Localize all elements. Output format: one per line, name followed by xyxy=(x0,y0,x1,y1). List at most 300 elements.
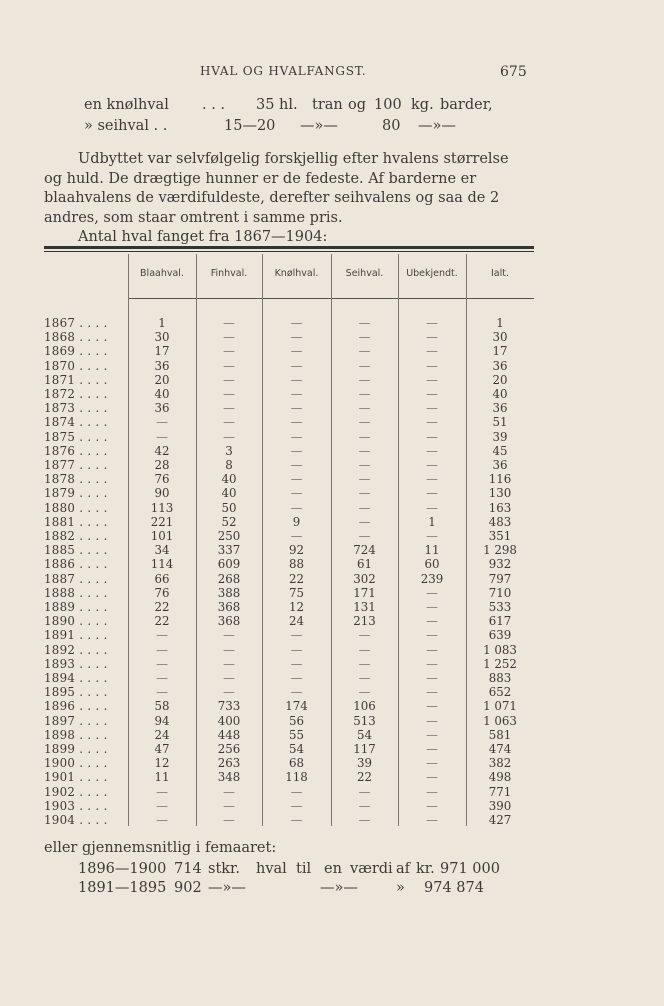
cell-seihval: — xyxy=(358,784,371,799)
cell-ialt: 483 xyxy=(488,514,512,529)
cell-ubekjendt: — xyxy=(426,585,438,600)
cell-ialt: 36 xyxy=(492,401,508,416)
cell-seihval: 213 xyxy=(353,614,376,629)
cell-blaahval: — xyxy=(156,429,168,444)
cell-ialt: 1 xyxy=(496,316,504,330)
cell-ubekjendt: — xyxy=(426,486,438,501)
table-row xyxy=(44,543,534,557)
running-title: HVAL OG HVALFANGST. xyxy=(200,64,367,78)
cell-finhval: — xyxy=(223,642,235,657)
cell-ialt: 932 xyxy=(488,557,512,572)
cell-finhval: 268 xyxy=(217,571,241,586)
cell-finhval: — xyxy=(223,401,235,416)
cell-ialt: 474 xyxy=(488,742,512,756)
cell-finhval: 3 xyxy=(225,443,233,458)
cell-seihval: 724 xyxy=(353,543,376,558)
cell-seihval: — xyxy=(358,344,371,359)
year-cell: 1899 . . . . xyxy=(44,742,108,756)
cell-knolhval: — xyxy=(290,458,303,472)
cell-ubekjendt: — xyxy=(426,770,438,785)
year-cell: 1889 . . . . xyxy=(44,600,108,614)
cell-blaahval: 90 xyxy=(154,486,170,501)
cell-knolhval: — xyxy=(290,387,303,401)
cell-knolhval: 9 xyxy=(292,514,301,529)
column-header-seihval: Seihval. xyxy=(345,268,384,279)
cell-blaahval: 114 xyxy=(150,557,174,572)
cell-ubekjendt: — xyxy=(426,415,438,430)
year-cell: 1877 . . . . xyxy=(44,458,108,472)
year-cell: 1869 . . . . xyxy=(44,344,108,359)
cell-seihval: 302 xyxy=(353,571,376,586)
footer-text: 902 xyxy=(174,880,202,896)
cell-knolhval: — xyxy=(290,656,303,671)
footer-text: værdi xyxy=(350,861,393,877)
cell-ubekjendt: — xyxy=(426,656,438,671)
cell-blaahval: 94 xyxy=(154,713,170,728)
price-text: » seihval . . xyxy=(84,118,168,134)
table-row xyxy=(44,572,534,586)
cell-finhval: — xyxy=(223,415,235,430)
cell-ubekjendt: — xyxy=(426,784,438,799)
cell-ubekjendt: — xyxy=(426,443,438,458)
footer-text: en xyxy=(324,861,342,877)
table-row xyxy=(44,614,534,628)
cell-seihval: — xyxy=(358,656,371,671)
cell-knolhval: — xyxy=(290,500,303,515)
cell-seihval: — xyxy=(358,486,371,501)
cell-seihval: — xyxy=(358,443,371,458)
cell-blaahval: 36 xyxy=(154,358,170,373)
cell-finhval: 368 xyxy=(217,600,241,614)
year-cell: 1891 . . . . xyxy=(44,628,108,643)
cell-knolhval: — xyxy=(290,330,303,345)
cell-knolhval: — xyxy=(290,358,303,373)
cell-ubekjendt: — xyxy=(426,742,438,756)
table-row xyxy=(44,671,534,685)
table-row xyxy=(44,458,534,472)
cell-ialt: 382 xyxy=(488,756,512,771)
table-row xyxy=(44,600,534,614)
cell-ubekjendt: — xyxy=(426,671,438,685)
cell-finhval: — xyxy=(223,358,235,373)
cell-ubekjendt: — xyxy=(426,358,438,373)
cell-knolhval: — xyxy=(290,642,303,657)
cell-ialt: 771 xyxy=(488,784,512,799)
table-row xyxy=(44,401,534,415)
cell-seihval: — xyxy=(358,415,371,430)
table-row xyxy=(44,472,534,486)
table-row xyxy=(44,628,534,642)
table-row xyxy=(44,785,534,799)
cell-seihval: — xyxy=(358,458,371,472)
cell-finhval: 400 xyxy=(217,713,241,728)
cell-blaahval: 76 xyxy=(154,472,170,487)
year-cell: 1893 . . . . xyxy=(44,656,108,671)
body-paragraph xyxy=(44,150,534,248)
year-cell: 1896 . . . . xyxy=(44,699,108,714)
year-cell: 1887 . . . . xyxy=(44,571,108,586)
cell-ialt: 1 071 xyxy=(483,699,517,714)
table-row xyxy=(44,501,534,515)
year-cell: 1904 . . . . xyxy=(44,813,108,827)
cell-blaahval: 34 xyxy=(154,543,170,558)
table-row xyxy=(44,714,534,728)
year-cell: 1901 . . . . xyxy=(44,770,108,785)
year-cell: 1895 . . . . xyxy=(44,685,108,700)
footer-text: 714 xyxy=(174,861,202,877)
cell-blaahval: — xyxy=(156,642,168,657)
cell-seihval: 39 xyxy=(356,756,372,771)
cell-knolhval: 12 xyxy=(288,600,304,614)
table-row xyxy=(44,557,534,571)
cell-knolhval: — xyxy=(290,429,303,444)
price-text: —»— xyxy=(418,118,456,134)
cell-ialt: 797 xyxy=(488,571,512,586)
table-row xyxy=(44,373,534,387)
cell-ialt: 36 xyxy=(492,458,508,472)
cell-ialt: 30 xyxy=(492,330,508,345)
table-row xyxy=(44,486,534,500)
year-cell: 1872 . . . . xyxy=(44,387,108,401)
year-cell: 1890 . . . . xyxy=(44,614,108,629)
cell-seihval: 106 xyxy=(353,699,376,714)
page-number: 675 xyxy=(500,64,527,80)
cell-seihval: — xyxy=(358,358,371,373)
cell-blaahval: 113 xyxy=(150,500,174,515)
cell-ubekjendt: — xyxy=(426,628,438,643)
cell-finhval: 609 xyxy=(217,557,241,572)
cell-ialt: 51 xyxy=(492,415,508,430)
cell-ubekjendt: — xyxy=(426,458,438,472)
cell-ubekjendt: — xyxy=(426,727,438,742)
year-cell: 1900 . . . . xyxy=(44,756,108,771)
footer-text: af xyxy=(396,861,411,877)
cell-knolhval: — xyxy=(290,628,303,643)
cell-finhval: — xyxy=(223,656,235,671)
cell-blaahval: 20 xyxy=(154,372,170,387)
cell-finhval: — xyxy=(223,372,235,387)
year-cell: 1873 . . . . xyxy=(44,401,108,416)
cell-knolhval: 22 xyxy=(288,571,304,586)
table-row xyxy=(44,699,534,713)
footer-text: 974 874 xyxy=(424,880,484,896)
year-cell: 1882 . . . . xyxy=(44,529,108,543)
cell-ialt: 17 xyxy=(492,344,508,359)
cell-ialt: 20 xyxy=(492,372,508,387)
page-header xyxy=(0,64,664,84)
year-cell: 1888 . . . . xyxy=(44,585,108,600)
cell-ubekjendt: 1 xyxy=(428,514,436,529)
year-cell: 1897 . . . . xyxy=(44,713,108,728)
year-cell: 1871 . . . . xyxy=(44,372,108,387)
cell-seihval: 61 xyxy=(356,557,372,572)
cell-blaahval: 58 xyxy=(154,699,170,714)
cell-ubekjendt: — xyxy=(426,429,438,444)
cell-finhval: — xyxy=(223,330,235,345)
cell-ialt: 45 xyxy=(492,443,508,458)
cell-ubekjendt: — xyxy=(426,614,438,629)
price-text: 35 hl. xyxy=(256,97,298,113)
table-row xyxy=(44,359,534,373)
table-row xyxy=(44,799,534,813)
price-text: en knølhval xyxy=(84,97,169,113)
cell-finhval: — xyxy=(223,429,235,444)
cell-seihval: — xyxy=(358,642,371,657)
cell-blaahval: 12 xyxy=(154,756,170,771)
cell-finhval: 256 xyxy=(217,742,241,756)
cell-seihval: — xyxy=(358,429,371,444)
cell-ialt: 163 xyxy=(488,500,512,515)
cell-knolhval: — xyxy=(290,813,303,827)
cell-ubekjendt: — xyxy=(426,472,438,487)
year-cell: 1892 . . . . xyxy=(44,642,108,657)
cell-seihval: — xyxy=(358,813,371,827)
price-text: barder, xyxy=(440,97,493,113)
year-cell: 1867 . . . . xyxy=(44,316,108,330)
cell-ialt: 581 xyxy=(488,727,512,742)
cell-finhval: 8 xyxy=(225,458,233,472)
cell-finhval: — xyxy=(223,628,235,643)
cell-knolhval: 174 xyxy=(285,699,308,714)
table-row xyxy=(44,685,534,699)
cell-knolhval: 55 xyxy=(288,727,304,742)
cell-knolhval: 75 xyxy=(288,585,304,600)
cell-blaahval: — xyxy=(156,685,168,700)
cell-blaahval: — xyxy=(156,784,168,799)
cell-ialt: 533 xyxy=(488,600,512,614)
year-cell: 1870 . . . . xyxy=(44,358,108,373)
table-caption: Antal hval fanget fra 1867—1904: xyxy=(78,229,328,246)
table-row xyxy=(44,515,534,529)
cell-finhval: 52 xyxy=(221,514,237,529)
cell-knolhval: — xyxy=(290,344,303,359)
cell-blaahval: 1 xyxy=(158,316,166,330)
table-top-rule xyxy=(44,246,534,249)
cell-seihval: 22 xyxy=(356,770,372,785)
footer-text: 1896—1900 xyxy=(78,861,167,877)
cell-seihval: — xyxy=(358,401,371,416)
cell-blaahval: 22 xyxy=(154,614,170,629)
cell-blaahval: 40 xyxy=(154,387,170,401)
price-text: og xyxy=(348,97,367,113)
cell-finhval: 263 xyxy=(217,756,241,771)
cell-ialt: 652 xyxy=(488,685,512,700)
cell-ialt: 351 xyxy=(488,529,512,543)
year-cell: 1886 . . . . xyxy=(44,557,108,572)
cell-ialt: 130 xyxy=(488,486,512,501)
cell-ialt: 498 xyxy=(488,770,512,785)
column-header-ubekjendt: Ubekjendt. xyxy=(406,268,458,279)
year-cell: 1894 . . . . xyxy=(44,671,108,685)
cell-finhval: 337 xyxy=(217,543,241,558)
cell-finhval: 388 xyxy=(217,585,241,600)
table-row xyxy=(44,316,534,330)
cell-ubekjendt: — xyxy=(426,529,438,543)
cell-ubekjendt: — xyxy=(426,798,438,813)
footer-text: kr. xyxy=(416,861,435,877)
price-text: kg. xyxy=(411,97,434,113)
cell-blaahval: 17 xyxy=(154,344,170,359)
cell-blaahval: 36 xyxy=(154,401,170,416)
footer-intro-text: eller gjennemsnitlig i femaaret: xyxy=(44,840,277,856)
table-row xyxy=(44,344,534,358)
table-row xyxy=(44,330,534,344)
table-row xyxy=(44,430,534,444)
cell-ubekjendt: — xyxy=(426,713,438,728)
cell-knolhval: — xyxy=(290,316,303,330)
cell-seihval: — xyxy=(358,514,371,529)
cell-blaahval: 11 xyxy=(154,770,170,785)
cell-ubekjendt: — xyxy=(426,316,438,330)
table-row xyxy=(44,728,534,742)
cell-knolhval: — xyxy=(290,784,303,799)
cell-seihval: — xyxy=(358,472,371,487)
cell-ialt: 1 298 xyxy=(483,543,517,558)
cell-finhval: 40 xyxy=(221,472,237,487)
cell-blaahval: 76 xyxy=(154,585,170,600)
year-cell: 1903 . . . . xyxy=(44,798,108,813)
cell-ubekjendt: — xyxy=(426,372,438,387)
cell-blaahval: 30 xyxy=(154,330,170,345)
footer-text: stkr. xyxy=(208,861,241,877)
column-header-knolhval: Knølhval. xyxy=(274,268,319,279)
cell-knolhval: — xyxy=(290,443,303,458)
cell-blaahval: — xyxy=(156,656,168,671)
cell-ialt: 390 xyxy=(488,798,512,813)
table-row xyxy=(44,813,534,827)
table-row xyxy=(44,444,534,458)
cell-knolhval: — xyxy=(290,372,303,387)
cell-blaahval: 42 xyxy=(154,443,170,458)
column-header-ialt: Ialt. xyxy=(490,268,509,279)
cell-seihval: — xyxy=(358,529,371,543)
footer-text: » xyxy=(396,880,405,896)
column-header-blaahval: Blaahval. xyxy=(140,268,184,279)
cell-blaahval: — xyxy=(156,671,168,685)
footer-text: 971 000 xyxy=(440,861,500,877)
paragraph-line: og huld. De drægtige hunner er de fedeste. Af barderne er xyxy=(44,170,477,187)
footer-text: —»— xyxy=(208,880,246,896)
cell-finhval: — xyxy=(223,316,235,330)
footer-text: hval xyxy=(256,861,287,877)
cell-finhval: 250 xyxy=(217,529,241,543)
cell-ialt: 617 xyxy=(488,614,512,629)
table-row xyxy=(44,415,534,429)
cell-ubekjendt: 60 xyxy=(424,557,440,572)
cell-seihval: — xyxy=(358,316,371,330)
cell-ialt: 1 063 xyxy=(483,713,517,728)
cell-ubekjendt: — xyxy=(426,685,438,700)
paragraph-line: andres, som staar omtrent i samme pris. xyxy=(44,209,343,226)
cell-ubekjendt: 239 xyxy=(420,571,444,586)
table-row xyxy=(44,742,534,756)
cell-knolhval: 56 xyxy=(288,713,304,728)
cell-knolhval: 118 xyxy=(285,770,308,785)
cell-seihval: — xyxy=(358,500,371,515)
cell-ubekjendt: — xyxy=(426,642,438,657)
cell-seihval: — xyxy=(358,372,371,387)
cell-blaahval: — xyxy=(156,813,168,827)
footer-text: —»— xyxy=(320,880,358,896)
cell-ialt: 116 xyxy=(488,472,512,487)
cell-ialt: 1 252 xyxy=(483,656,517,671)
cell-ubekjendt: — xyxy=(426,401,438,416)
table-row xyxy=(44,770,534,784)
year-cell: 1878 . . . . xyxy=(44,472,108,487)
cell-finhval: — xyxy=(223,344,235,359)
year-cell: 1881 . . . . xyxy=(44,514,108,529)
footer-text: 1891—1895 xyxy=(78,880,167,896)
cell-finhval: 40 xyxy=(221,486,237,501)
cell-ubekjendt: — xyxy=(426,387,438,401)
cell-blaahval: 24 xyxy=(154,727,170,742)
cell-finhval: — xyxy=(223,784,235,799)
cell-ialt: 710 xyxy=(488,585,512,600)
cell-ialt: 40 xyxy=(492,387,508,401)
cell-blaahval: 66 xyxy=(154,571,170,586)
cell-finhval: — xyxy=(223,387,235,401)
cell-ialt: 883 xyxy=(488,671,512,685)
cell-blaahval: — xyxy=(156,798,168,813)
cell-seihval: — xyxy=(358,685,371,700)
cell-finhval: 448 xyxy=(217,727,241,742)
cell-seihval: 117 xyxy=(353,742,376,756)
cell-ubekjendt: 11 xyxy=(424,543,440,558)
cell-blaahval: 221 xyxy=(150,514,174,529)
cell-ialt: 639 xyxy=(488,628,512,643)
cell-finhval: — xyxy=(223,798,235,813)
price-text: . . . xyxy=(202,97,226,113)
cell-blaahval: 101 xyxy=(150,529,174,543)
cell-knolhval: — xyxy=(290,415,303,430)
cell-seihval: — xyxy=(358,387,371,401)
cell-blaahval: 28 xyxy=(154,458,170,472)
year-cell: 1880 . . . . xyxy=(44,500,108,515)
cell-finhval: 348 xyxy=(217,770,241,785)
year-cell: 1874 . . . . xyxy=(44,415,108,430)
cell-finhval: — xyxy=(223,813,235,827)
cell-knolhval: — xyxy=(290,671,303,685)
cell-knolhval: — xyxy=(290,472,303,487)
cell-blaahval: — xyxy=(156,628,168,643)
year-cell: 1902 . . . . xyxy=(44,784,108,799)
paragraph-line: Udbyttet var selvfølgelig forskjellig efter hvalens størrelse xyxy=(78,151,509,167)
cell-seihval: 54 xyxy=(356,727,372,742)
cell-knolhval: — xyxy=(290,685,303,700)
table-row xyxy=(44,643,534,657)
price-text: tran xyxy=(312,97,343,113)
cell-seihval: 513 xyxy=(353,713,376,728)
table-row xyxy=(44,756,534,770)
cell-finhval: 368 xyxy=(217,614,241,629)
table-row xyxy=(44,586,534,600)
whale-catch-table xyxy=(44,246,534,830)
cell-finhval: 50 xyxy=(221,500,237,515)
cell-ubekjendt: — xyxy=(426,500,438,515)
cell-ialt: 427 xyxy=(488,813,512,827)
table-row xyxy=(44,529,534,543)
cell-ubekjendt: — xyxy=(426,330,438,345)
table-top-rule-thin xyxy=(44,251,534,252)
year-cell: 1885 . . . . xyxy=(44,543,108,558)
cell-blaahval: — xyxy=(156,415,168,430)
cell-knolhval: 88 xyxy=(288,557,304,572)
cell-ialt: 36 xyxy=(492,358,508,373)
price-text: —»— xyxy=(300,118,338,134)
cell-knolhval: — xyxy=(290,486,303,501)
cell-knolhval: 24 xyxy=(288,614,304,629)
year-cell: 1875 . . . . xyxy=(44,429,108,444)
